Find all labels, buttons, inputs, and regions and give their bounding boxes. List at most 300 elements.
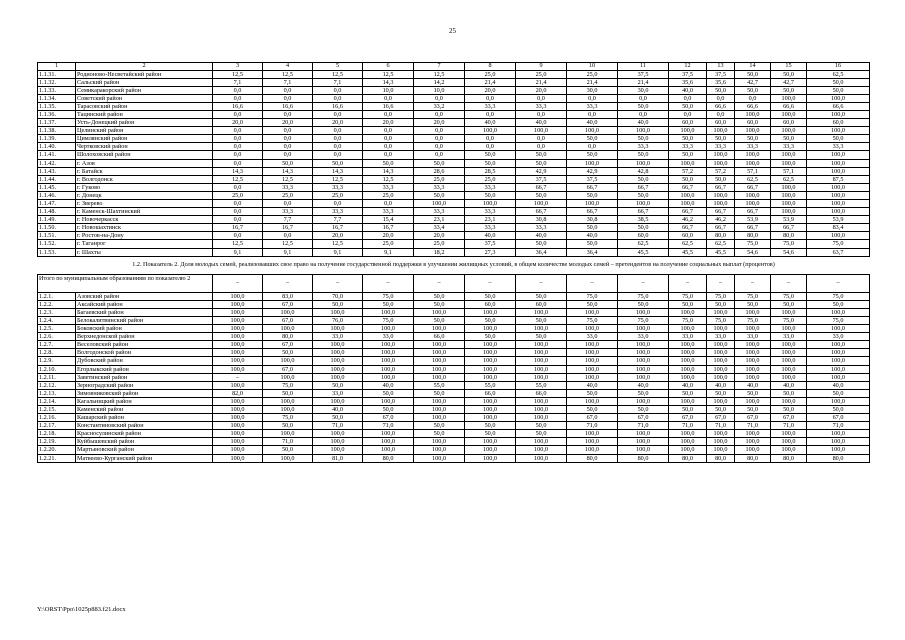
row-value: 66,7 (735, 208, 771, 216)
row-municipality-name: Аксайский район (76, 300, 213, 308)
row-value: 100,0 (567, 373, 618, 381)
row-value: 66,7 (669, 224, 707, 232)
row-value: 100,0 (807, 349, 870, 357)
row-value: 100,0 (414, 438, 465, 446)
row-value: 66,7 (707, 208, 735, 216)
row-value: 12,5 (263, 240, 313, 248)
row-value: 100,0 (735, 438, 771, 446)
row-value: 100,0 (707, 349, 735, 357)
row-value: 100,0 (263, 373, 313, 381)
row-value: 50,0 (735, 70, 771, 78)
row-value: 80,0 (771, 454, 807, 462)
table-row (38, 224, 870, 232)
row-code: 1.1.39. (38, 135, 76, 143)
row-value: 55,0 (414, 381, 465, 389)
row-value: 50,0 (516, 430, 567, 438)
row-value: 81,0 (313, 454, 363, 462)
row-value: 100,0 (263, 405, 313, 413)
row-code: 1.1.34. (38, 94, 76, 102)
column-number-header: 11 (618, 63, 669, 71)
row-value: 0,0 (263, 151, 313, 159)
row-value: 0,0 (363, 200, 414, 208)
row-municipality-name: Матвеево-Курганский район (76, 454, 213, 462)
row-value: 50,0 (618, 389, 669, 397)
row-value: 100,0 (567, 127, 618, 135)
table-row (38, 357, 870, 365)
row-value: 50,0 (414, 422, 465, 430)
row-value: 100,0 (771, 325, 807, 333)
row-municipality-name: Тацинский район (76, 110, 213, 118)
row-value: 100,0 (771, 110, 807, 118)
indicator-table (37, 62, 870, 463)
row-value: 0,0 (213, 86, 263, 94)
column-number-header: 15 (771, 63, 807, 71)
row-value: 12,5 (313, 70, 363, 78)
row-value: 0,0 (313, 127, 363, 135)
row-code: 1.2.11. (38, 373, 76, 381)
column-number-header: 14 (735, 63, 771, 71)
row-value: 25,0 (414, 175, 465, 183)
table-row (38, 70, 870, 78)
row-value: 100,0 (707, 341, 735, 349)
row-value: 67,0 (263, 316, 313, 324)
row-value: 0,0 (263, 110, 313, 118)
row-value: 50,0 (735, 86, 771, 94)
total-row-value: – (807, 274, 870, 292)
row-value: 20,0 (363, 232, 414, 240)
row-value: 100,0 (213, 430, 263, 438)
row-value: 100,0 (414, 341, 465, 349)
row-value: 50,0 (567, 191, 618, 199)
row-municipality-name: Красносулинский район (76, 430, 213, 438)
row-value: 100,0 (735, 365, 771, 373)
row-value: 33,0 (807, 333, 870, 341)
table-row (38, 159, 870, 167)
row-value: 9,1 (263, 248, 313, 256)
row-value: 7,7 (313, 216, 363, 224)
row-value: 53,9 (807, 216, 870, 224)
row-value: 100,0 (516, 127, 567, 135)
row-value: 25,0 (414, 240, 465, 248)
row-value: 25,0 (213, 191, 263, 199)
column-number-header: 3 (213, 63, 263, 71)
row-value: 75,0 (807, 240, 870, 248)
row-value: 100,0 (807, 438, 870, 446)
row-value: 66,7 (516, 183, 567, 191)
row-code: 1.2.2. (38, 300, 76, 308)
row-value: 25,0 (567, 70, 618, 78)
row-value: 0,0 (669, 110, 707, 118)
table-row (38, 94, 870, 102)
row-value: 100,0 (771, 159, 807, 167)
row-value: 75,0 (735, 316, 771, 324)
row-value: 0,0 (213, 110, 263, 118)
row-value: 80,0 (735, 454, 771, 462)
row-value: 0,0 (465, 94, 516, 102)
row-municipality-name: Азовский район (76, 292, 213, 300)
row-value: 100,0 (735, 325, 771, 333)
row-value: 50,0 (707, 405, 735, 413)
row-value: 66,6 (707, 102, 735, 110)
row-value: 100,0 (669, 159, 707, 167)
row-value: 50,0 (313, 414, 363, 422)
row-value: 20,0 (213, 119, 263, 127)
row-value: 100,0 (414, 365, 465, 373)
row-value: 0,0 (465, 110, 516, 118)
row-value: 100,0 (771, 208, 807, 216)
row-value: 0,0 (313, 143, 363, 151)
row-value: 66,7 (516, 208, 567, 216)
row-value: 0,0 (516, 110, 567, 118)
row-value: 100,0 (363, 373, 414, 381)
row-value: 75,0 (707, 316, 735, 324)
total-row-value: – (771, 274, 807, 292)
row-value: 75,0 (363, 316, 414, 324)
table-row (38, 151, 870, 159)
row-value: 100,0 (735, 430, 771, 438)
row-value: 50,0 (669, 300, 707, 308)
row-value: 40,0 (567, 119, 618, 127)
row-value: 0,0 (213, 151, 263, 159)
row-value: 100,0 (669, 127, 707, 135)
row-value: 75,0 (567, 316, 618, 324)
row-value: 50,0 (263, 422, 313, 430)
row-value: 100,0 (414, 308, 465, 316)
table-row (38, 446, 870, 454)
row-value: 62,5 (669, 240, 707, 248)
row-value: 50,0 (735, 389, 771, 397)
row-value: 0,0 (313, 151, 363, 159)
row-value: 62,5 (807, 70, 870, 78)
row-value: 100,0 (414, 373, 465, 381)
row-value: 40,0 (669, 381, 707, 389)
row-value: 66,7 (618, 183, 669, 191)
row-value: 66,7 (567, 208, 618, 216)
row-value: 50,0 (669, 102, 707, 110)
table-row (38, 102, 870, 110)
row-code: 1.1.36. (38, 110, 76, 118)
table-row (38, 292, 870, 300)
row-code: 1.1.44. (38, 175, 76, 183)
row-value: 71,0 (263, 438, 313, 446)
row-value: 21,4 (465, 78, 516, 86)
row-value: 50,0 (414, 292, 465, 300)
row-value: 100,0 (618, 349, 669, 357)
table-row (38, 341, 870, 349)
row-value: 100,0 (807, 341, 870, 349)
row-value: 37,5 (618, 70, 669, 78)
row-municipality-name: г. Гуково (76, 183, 213, 191)
row-value: 50,0 (771, 300, 807, 308)
row-value: 100,0 (263, 308, 313, 316)
table-row (38, 143, 870, 151)
row-value: 33,3 (414, 208, 465, 216)
row-value: 50,0 (567, 135, 618, 143)
row-code: 1.2.21. (38, 454, 76, 462)
row-value: 33,3 (263, 208, 313, 216)
row-value: 33,2 (414, 102, 465, 110)
section-title-row (38, 256, 870, 274)
row-value: 12,5 (414, 70, 465, 78)
row-value: 100,0 (807, 365, 870, 373)
row-value: 100,0 (807, 373, 870, 381)
row-value: 100,0 (771, 151, 807, 159)
row-code: 1.1.53. (38, 248, 76, 256)
row-value: 33,3 (465, 224, 516, 232)
row-value: 50,0 (414, 316, 465, 324)
row-value: 100,0 (363, 308, 414, 316)
row-municipality-name: г. Новошахтинск (76, 224, 213, 232)
row-code: 1.2.13. (38, 389, 76, 397)
row-value: 100,0 (465, 454, 516, 462)
row-value: 50,0 (414, 430, 465, 438)
row-value: 67,0 (263, 365, 313, 373)
row-value: 50,0 (669, 135, 707, 143)
row-value: 60,0 (807, 119, 870, 127)
row-value: 100,0 (771, 349, 807, 357)
row-value: 14,3 (263, 167, 313, 175)
row-value: 0,0 (465, 143, 516, 151)
row-value: 100,0 (363, 430, 414, 438)
row-value: 100,0 (707, 373, 735, 381)
total-row-value: – (567, 274, 618, 292)
row-value: 75,0 (363, 292, 414, 300)
row-value: 0,0 (465, 135, 516, 143)
row-value: 100,0 (263, 430, 313, 438)
row-code: 1.2.12. (38, 381, 76, 389)
row-value: 10,0 (414, 86, 465, 94)
row-value: 33,0 (771, 333, 807, 341)
row-value: 60,0 (669, 119, 707, 127)
row-value: 66,7 (669, 183, 707, 191)
row-value: 100,0 (771, 308, 807, 316)
page-number: 25 (449, 27, 456, 35)
row-value: 66,7 (707, 183, 735, 191)
row-value: 66,6 (807, 102, 870, 110)
table-row (38, 216, 870, 224)
row-value: 100,0 (516, 397, 567, 405)
row-municipality-name: Усть-Донецкий район (76, 119, 213, 127)
row-value: 67,0 (707, 414, 735, 422)
row-value: 100,0 (669, 430, 707, 438)
row-value: 100,0 (735, 110, 771, 118)
row-value: 100,0 (465, 373, 516, 381)
row-code: 1.1.38. (38, 127, 76, 135)
row-value: 82,0 (213, 389, 263, 397)
row-value: 66,0 (516, 389, 567, 397)
row-value: 62,5 (707, 240, 735, 248)
row-value: 100,0 (771, 446, 807, 454)
row-value: 50,0 (516, 316, 567, 324)
row-value: 50,0 (465, 333, 516, 341)
row-value: 0,0 (618, 110, 669, 118)
row-value: 50,0 (263, 389, 313, 397)
table-row (38, 86, 870, 94)
row-value: 16,7 (313, 224, 363, 232)
row-value: 75,0 (735, 240, 771, 248)
row-value: 80,0 (807, 454, 870, 462)
row-value: 100,0 (669, 308, 707, 316)
table-row (38, 119, 870, 127)
row-value: 33,3 (567, 102, 618, 110)
row-municipality-name: г. Шахты (76, 248, 213, 256)
row-value: 100,0 (807, 94, 870, 102)
row-value: 0,0 (567, 110, 618, 118)
row-value: 66,0 (465, 389, 516, 397)
row-value: 100,0 (567, 446, 618, 454)
row-value: 71,0 (807, 422, 870, 430)
row-value: 100,0 (363, 446, 414, 454)
row-value: 100,0 (213, 349, 263, 357)
row-value: 16,7 (363, 224, 414, 232)
row-value: 50,0 (707, 300, 735, 308)
row-value: 75,0 (669, 316, 707, 324)
row-value: 25,0 (465, 175, 516, 183)
row-value: 100,0 (707, 325, 735, 333)
row-value: 0,0 (213, 232, 263, 240)
row-value: 100,0 (465, 357, 516, 365)
row-value: 40,0 (669, 86, 707, 94)
total-row-value: – (263, 274, 313, 292)
row-value: 75,0 (669, 292, 707, 300)
row-value: 75,0 (807, 292, 870, 300)
table-row (38, 300, 870, 308)
row-value: 9,1 (363, 248, 414, 256)
row-value: 67,0 (669, 414, 707, 422)
row-municipality-name: Зерноградский район (76, 381, 213, 389)
row-value: 100,0 (213, 292, 263, 300)
row-value: 100,0 (735, 341, 771, 349)
row-value: 100,0 (567, 357, 618, 365)
row-municipality-name: г. Батайск (76, 167, 213, 175)
row-code: 1.1.42. (38, 159, 76, 167)
row-value: 7,1 (213, 78, 263, 86)
row-value: 100,0 (771, 438, 807, 446)
row-value: 0,0 (363, 151, 414, 159)
row-value: 100,0 (707, 446, 735, 454)
row-value: 33,4 (414, 224, 465, 232)
row-value: 100,0 (771, 191, 807, 199)
column-number-header: 16 (807, 63, 870, 71)
row-value: 100,0 (669, 438, 707, 446)
row-value: 40,0 (567, 381, 618, 389)
row-value: 100,0 (213, 454, 263, 462)
row-value: 12,5 (263, 70, 313, 78)
row-value: 50,0 (807, 78, 870, 86)
column-number-row (38, 63, 870, 71)
column-number-header: 5 (313, 63, 363, 71)
row-value: 0,0 (213, 143, 263, 151)
row-value: 100,0 (313, 341, 363, 349)
row-value: 100,0 (707, 308, 735, 316)
row-value: 0,0 (735, 94, 771, 102)
row-value: 100,0 (618, 357, 669, 365)
row-value: 50,0 (465, 292, 516, 300)
row-value: 100,0 (516, 357, 567, 365)
row-value: 25,0 (465, 70, 516, 78)
row-value: 40,0 (771, 381, 807, 389)
row-value: 100,0 (771, 94, 807, 102)
table-row (38, 110, 870, 118)
row-value: 0,0 (263, 86, 313, 94)
row-value: 28,6 (414, 167, 465, 175)
row-value: 100,0 (771, 397, 807, 405)
row-value: 40,0 (465, 119, 516, 127)
row-value: 0,0 (313, 86, 363, 94)
row-value: 71,0 (735, 422, 771, 430)
row-value: 57,2 (707, 167, 735, 175)
row-value: 80,0 (363, 454, 414, 462)
row-value: 50,0 (363, 300, 414, 308)
row-value: 50,0 (516, 333, 567, 341)
row-value: 100,0 (707, 397, 735, 405)
row-value: 21,4 (516, 78, 567, 86)
table-row (38, 167, 870, 175)
row-value: 100,0 (735, 159, 771, 167)
row-value: 42,9 (567, 167, 618, 175)
row-value: 100,0 (465, 405, 516, 413)
row-code: 1.1.37. (38, 119, 76, 127)
row-value: 60,0 (771, 119, 807, 127)
row-value: 40,0 (735, 381, 771, 389)
row-value: 57,1 (771, 167, 807, 175)
row-value: 100,0 (618, 438, 669, 446)
row-value: 100,0 (213, 300, 263, 308)
row-value: 100,0 (363, 357, 414, 365)
row-value: 100,0 (363, 365, 414, 373)
row-value: 33,3 (313, 208, 363, 216)
row-value: 0,0 (263, 143, 313, 151)
row-value: 100,0 (771, 430, 807, 438)
row-municipality-name: Дубовский район (76, 357, 213, 365)
row-value: 100,0 (313, 308, 363, 316)
total-row-value: – (414, 274, 465, 292)
row-value: 100,0 (213, 414, 263, 422)
row-value: 45,5 (707, 248, 735, 256)
table-row (38, 365, 870, 373)
row-value: 0,0 (414, 94, 465, 102)
row-value: 75,0 (618, 292, 669, 300)
row-code: 1.1.40. (38, 143, 76, 151)
row-value: 16,6 (213, 102, 263, 110)
row-municipality-name: Куйбышевский район (76, 438, 213, 446)
row-value: 66,0 (414, 333, 465, 341)
row-value: 50,0 (465, 430, 516, 438)
row-value: 20,0 (516, 86, 567, 94)
row-municipality-name: Тарасовский район (76, 102, 213, 110)
row-value: 0,0 (263, 135, 313, 143)
row-value: 33,0 (313, 333, 363, 341)
row-value: 100,0 (618, 373, 669, 381)
row-code: 1.2.4. (38, 316, 76, 324)
row-value: 80,0 (263, 333, 313, 341)
column-number-header: 2 (76, 63, 213, 71)
row-value: 100,0 (363, 349, 414, 357)
row-code: 1.2.20. (38, 446, 76, 454)
row-value: 0,0 (363, 135, 414, 143)
row-value: 100,0 (516, 325, 567, 333)
row-value: 50,0 (807, 405, 870, 413)
row-value: 33,0 (313, 389, 363, 397)
row-value: 12,5 (213, 70, 263, 78)
row-value: 40,0 (807, 381, 870, 389)
row-value: 50,0 (363, 159, 414, 167)
row-value: 30,0 (618, 86, 669, 94)
row-value: 12,5 (363, 70, 414, 78)
row-value: 71,0 (707, 422, 735, 430)
row-value: 50,0 (771, 86, 807, 94)
row-value: 100,0 (771, 365, 807, 373)
